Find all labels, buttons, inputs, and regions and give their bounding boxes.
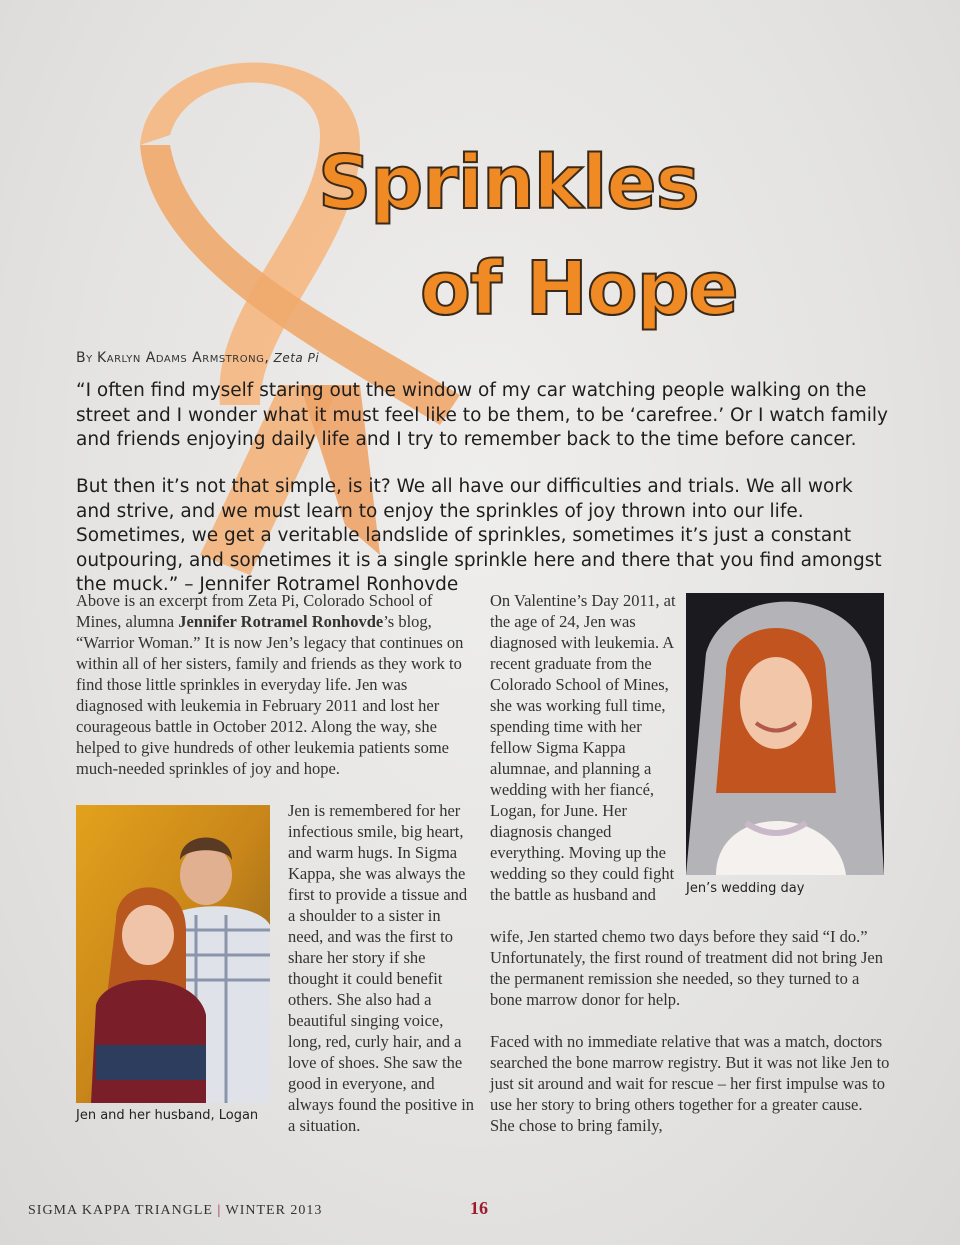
byline-author: Karlyn Adams Armstrong, <box>97 350 270 366</box>
body-paragraph-3: On Valentine’s Day 2011, at the age of 24, Jen was diagnosed with leukemia. A recent graduate from the Colorado School of Mines, she was working full time, spending time with her fellow Sigma Kappa alumnae, and planning a wedding with her fiancé, Logan, for June. Her diagnosis changed everything. Moving up the wedding so they could fight the battle as husband and <box>490 591 676 904</box>
body-p1-intro: Above is an excerpt from Zeta Pi, Colorado School of Mines, alumna <box>76 591 433 631</box>
body-paragraph-5: Faced with no immediate relative that was a match, doctors searched the bone marrow registry. But it was not like Jen to just sit around and wait for rescue – her first impulse was to use her story to bring others together for a greater cause. She chose to bring family, <box>490 1032 890 1135</box>
pull-quote-paragraph-2: But then it’s not that simple, is it? We all have our difficulties and trials. We all work and strive, and we must learn to enjoy the sprinkles of joy thrown into our life. Sometimes, we get a veritable landslide of sprinkles, sometimes it’s just a constant outpouring, and sometimes it is a single sprinkle here and there that you find amongst the muck.” – Jennifer Rotramel Ronhovde <box>76 476 882 595</box>
byline-prefix: By <box>76 350 93 366</box>
article-title-line1: Sprinkles <box>318 140 699 226</box>
pull-quote-paragraph-1: “I often find myself staring out the window of my car watching people walking on the street and I wonder what it must feel like to be them, to be ‘carefree.’ Or I watch family and friends enjoying daily life and I try to remember back to the time before cancer. <box>76 380 888 450</box>
body-paragraph-4: wife, Jen started chemo two days before they said “I do.” Unfortunately, the first round of treatment did not bring Jen the permanent remission she needed, so they turned to a bone marrow donor for help. <box>490 927 884 1009</box>
byline <box>76 350 319 366</box>
footer-issue: WINTER 2013 <box>225 1203 323 1218</box>
footer-publication <box>28 1203 322 1219</box>
body-paragraph-1 <box>76 590 476 779</box>
couple-photo <box>76 805 270 1103</box>
footer-publication-name: SIGMA KAPPA TRIANGLE <box>28 1203 213 1218</box>
body-p1-rest: ’s blog, “Warrior Woman.” It is now Jen’s legacy that continues on within all of her sisters, family and friends as they work to find those little sprinkles in everyday life. Jen was diagnosed with leukemia in February 2011 and lost her courageous battle in October 2012. Along the way, she helped to give hundreds of other leukemia patients some much-needed sprinkles of joy and hope. <box>76 612 464 778</box>
footer-separator: | <box>217 1203 222 1218</box>
wedding-photo <box>686 593 884 875</box>
body-paragraph-2: Jen is remembered for her infectious smile, big heart, and warm hugs. In Sigma Kappa, she was always the first to provide a tissue and a shoulder to a sister in need, and was the first to share her story if she thought it could benefit others. She also had a beautiful singing voice, long, red, curly hair, and a love of shoes. She saw the good in everyone, and always found the positive in a situation. <box>288 801 475 1135</box>
body-p1-name: Jennifer Rotramel Ronhovde <box>178 612 384 631</box>
photo1-caption: Jen and her husband, Logan <box>76 1108 259 1123</box>
byline-chapter: Zeta Pi <box>273 351 320 365</box>
article-title-line2: of Hope <box>420 246 738 332</box>
page-number: 16 <box>470 1198 488 1218</box>
photo2-caption: Jen’s wedding day <box>686 881 805 896</box>
